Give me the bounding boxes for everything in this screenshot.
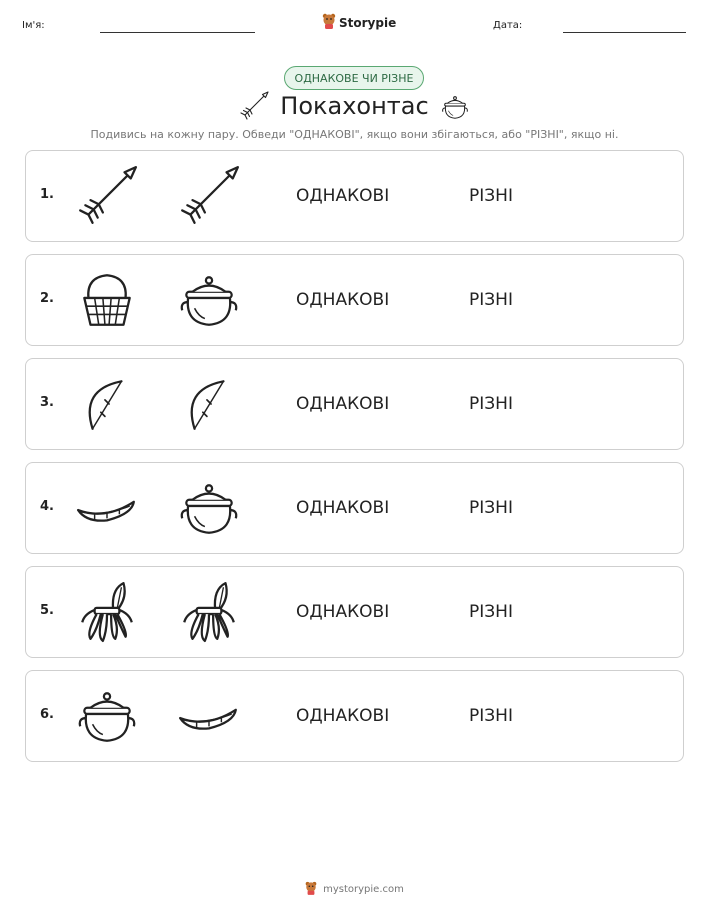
- name-label: Ім'я:: [22, 20, 45, 31]
- different-option[interactable]: РІЗНІ: [469, 394, 513, 414]
- different-option[interactable]: РІЗНІ: [469, 498, 513, 518]
- date-label: Дата:: [493, 20, 523, 31]
- date-line[interactable]: [563, 32, 686, 33]
- row-number: 3.: [40, 395, 54, 410]
- same-option[interactable]: ОДНАКОВІ: [296, 290, 390, 310]
- same-option[interactable]: ОДНАКОВІ: [296, 602, 390, 622]
- pot-icon: [176, 475, 242, 541]
- pair-row-6: [25, 670, 684, 762]
- row-number: 2.: [40, 291, 54, 306]
- pair-row-2: [25, 254, 684, 346]
- name-line[interactable]: [100, 32, 255, 33]
- different-option[interactable]: РІЗНІ: [469, 290, 513, 310]
- same-option[interactable]: ОДНАКОВІ: [296, 394, 390, 414]
- row-number: 4.: [40, 499, 54, 514]
- different-option[interactable]: РІЗНІ: [469, 186, 513, 206]
- different-option[interactable]: РІЗНІ: [469, 602, 513, 622]
- pot-icon: [176, 267, 242, 333]
- headdress-icon: [176, 579, 242, 645]
- canoe-icon: [74, 475, 140, 541]
- different-option[interactable]: РІЗНІ: [469, 706, 513, 726]
- page-title: Покахонтас: [280, 92, 429, 120]
- brand-name: Storypie: [339, 16, 397, 30]
- pair-row-1: [25, 150, 684, 242]
- pot-icon: [74, 683, 140, 749]
- pair-row-3: [25, 358, 684, 450]
- arrow-icon: [74, 163, 140, 229]
- arrow-icon: [176, 163, 242, 229]
- bow-icon: [74, 371, 140, 437]
- pot-icon: [440, 92, 470, 122]
- same-option[interactable]: ОДНАКОВІ: [296, 186, 390, 206]
- basket-icon: [74, 267, 140, 333]
- pair-row-4: [25, 462, 684, 554]
- bear-logo-icon: [322, 13, 336, 33]
- same-option[interactable]: ОДНАКОВІ: [296, 498, 390, 518]
- canoe-icon: [176, 683, 242, 749]
- pair-row-5: [25, 566, 684, 658]
- row-number: 1.: [40, 187, 54, 202]
- bear-logo-icon: [305, 880, 317, 899]
- bow-icon: [176, 371, 242, 437]
- same-option[interactable]: ОДНАКОВІ: [296, 706, 390, 726]
- row-number: 5.: [40, 603, 54, 618]
- brand-logo: [322, 13, 396, 33]
- footer-url: mystorypie.com: [323, 884, 404, 895]
- activity-badge: ОДНАКОВЕ ЧИ РІЗНЕ: [284, 66, 424, 90]
- footer: [0, 880, 709, 899]
- row-number: 6.: [40, 707, 54, 722]
- instructions: Подивись на кожну пару. Обведи "ОДНАКОВІ", якщо вони збігаються, або "РІЗНІ", якщо ні.: [90, 128, 619, 141]
- headdress-icon: [74, 579, 140, 645]
